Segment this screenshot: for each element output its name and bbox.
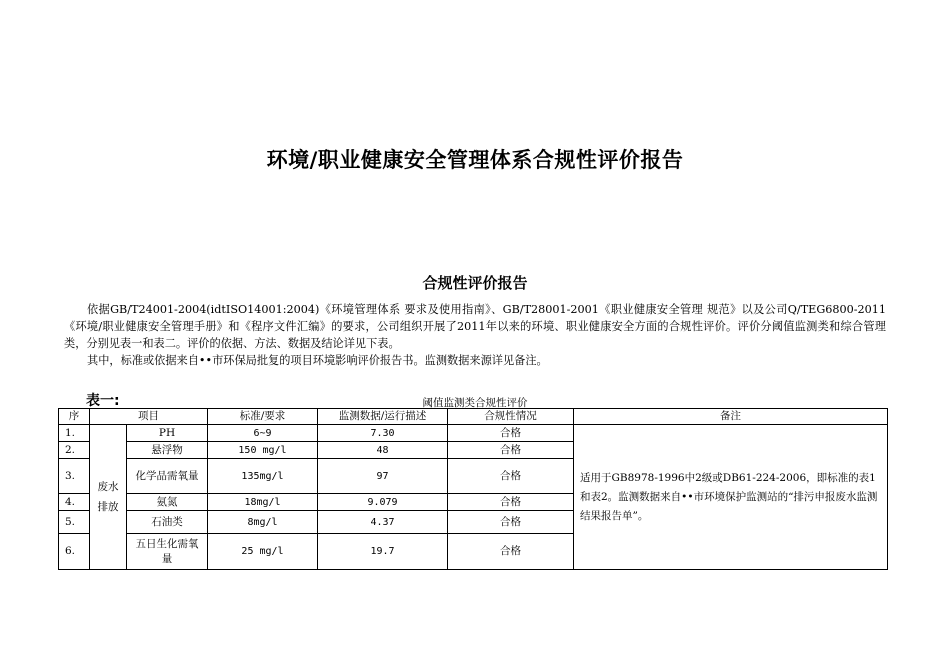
header-seq: 序: [59, 409, 90, 425]
cell-standard: 25 mg/l: [208, 534, 318, 570]
table-caption: 阈值监测类合规性评价: [422, 397, 528, 409]
table-label: 表一:: [86, 393, 120, 409]
cell-seq: 5.: [59, 511, 90, 534]
note-cell: 适用于GB8978-1996中2级或DB61-224-2006，即标准的表1和表2。监测数据来自••市环境保护监测站的“排污申报废水监测结果报告单”。: [574, 425, 888, 570]
cell-data: 19.7: [318, 534, 448, 570]
header-standard: 标准/要求: [208, 409, 318, 425]
cell-item: 石油类: [127, 511, 208, 534]
category-cell: 废水排放: [90, 425, 127, 570]
cell-seq: 2.: [59, 442, 90, 459]
cell-status: 合格: [448, 442, 574, 459]
header-note: 备注: [574, 409, 888, 425]
section-title: 合规性评价报告: [422, 274, 528, 292]
cell-data: 9.079: [318, 494, 448, 511]
cell-standard: 150 mg/l: [208, 442, 318, 459]
cell-status: 合格: [448, 425, 574, 442]
cell-status: 合格: [448, 534, 574, 570]
header-data: 监测数据/运行描述: [318, 409, 448, 425]
cell-standard: 18mg/l: [208, 494, 318, 511]
cell-seq: 1.: [59, 425, 90, 442]
header-status: 合规性情况: [448, 409, 574, 425]
cell-seq: 3.: [59, 459, 90, 494]
body-text: [64, 301, 886, 369]
cell-seq: 6.: [59, 534, 90, 570]
cell-status: 合格: [448, 511, 574, 534]
cell-status: 合格: [448, 494, 574, 511]
cell-data: 7.30: [318, 425, 448, 442]
cell-standard: 6~9: [208, 425, 318, 442]
cell-item: 化学品需氧量: [127, 459, 208, 494]
header-item: 项目: [90, 409, 208, 425]
compliance-table: [58, 408, 888, 570]
cell-item: PH: [127, 425, 208, 442]
cell-item: 悬浮物: [127, 442, 208, 459]
cell-item: 氨氮: [127, 494, 208, 511]
cell-seq: 4.: [59, 494, 90, 511]
cell-standard: 8mg/l: [208, 511, 318, 534]
cell-data: 48: [318, 442, 448, 459]
paragraph-1: 依据GB/T24001-2004(idtISO14001:2004)《环境管理体系 要求及使用指南》、GB/T28001-2001《职业健康安全管理 规范》以及公司Q/TEG6800-2011《环境/职业健康安全管理手册》和《程序文件汇编》的要求，公司组织开展了2011年以来的环境、职业健康安全方面的合规性评价。评价分阈值监测类和综合管理类，分别见表一和表二。评价的依据、方法、数据及结论详见下表。: [64, 303, 886, 350]
cell-data: 97: [318, 459, 448, 494]
cell-standard: 135mg/l: [208, 459, 318, 494]
paragraph-2: 其中，标准或依据来自••市环保局批复的项目环境影响评价报告书。监测数据来源详见备注。: [87, 354, 548, 367]
page-title: 环境/职业健康安全管理体系合规性评价报告: [266, 148, 684, 172]
table-row: [59, 425, 888, 442]
table-header-row: [59, 409, 888, 425]
cell-data: 4.37: [318, 511, 448, 534]
cell-item: 五日生化需氧量: [127, 534, 208, 570]
cell-status: 合格: [448, 459, 574, 494]
